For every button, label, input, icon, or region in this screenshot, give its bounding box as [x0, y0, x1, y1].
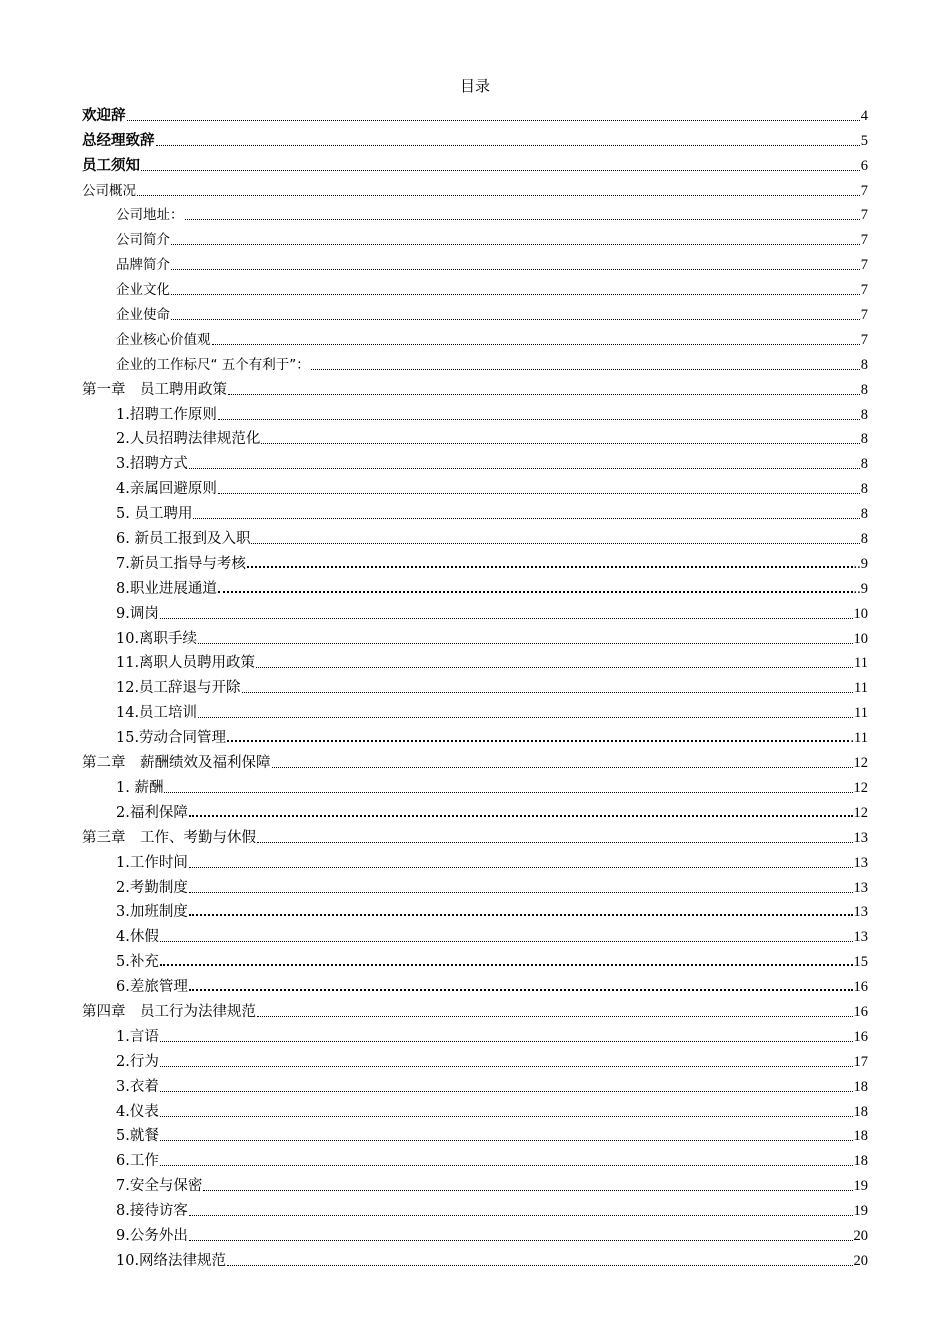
- dot-leader: [227, 1265, 852, 1266]
- toc-entry[interactable]: [82, 299, 868, 324]
- toc-entry-page-number: 7: [860, 207, 868, 224]
- toc-entry-page-number: 18: [853, 1153, 868, 1170]
- toc-entry-label: 4.休假: [116, 929, 159, 946]
- dot-leader: [160, 1091, 853, 1092]
- toc-entry-label: 品牌简介: [116, 257, 170, 274]
- toc-entry[interactable]: [82, 897, 868, 922]
- dot-leader: [141, 170, 860, 171]
- dot-leader: [203, 1190, 852, 1191]
- toc-entry[interactable]: [82, 1046, 868, 1071]
- toc-entry-page-number: 18: [853, 1128, 868, 1145]
- toc-entry-label: 12.员工辞退与开除: [116, 680, 241, 697]
- toc-entry-label: 3.加班制度: [116, 904, 188, 921]
- toc-entry-page-number: 8: [860, 456, 868, 473]
- toc-entry[interactable]: [82, 921, 868, 946]
- toc-entry-label: 欢迎辞: [82, 107, 126, 124]
- toc-entry[interactable]: [82, 623, 868, 648]
- dot-leader: [171, 269, 860, 270]
- toc-entry[interactable]: [82, 697, 868, 722]
- toc-entry[interactable]: [82, 772, 868, 797]
- toc-entry-page-number: 13: [853, 879, 868, 896]
- toc-entry-label: 5. 员工聘用: [116, 506, 193, 523]
- toc-entry-page-number: 8: [860, 481, 868, 498]
- toc-entry-page-number: 16: [853, 1003, 868, 1020]
- toc-entry-page-number: 11: [854, 655, 868, 672]
- dot-leader: [189, 815, 853, 817]
- dot-leader: [137, 195, 860, 196]
- toc-entry-page-number: 16: [853, 1028, 868, 1045]
- toc-entry-page-number: 12: [853, 755, 868, 772]
- toc-entry-page-number: 12: [853, 804, 868, 821]
- dot-leader: [311, 369, 860, 370]
- toc-entry-page-number: 13: [853, 854, 868, 871]
- toc-entry-page-number: 10: [853, 605, 868, 622]
- dot-leader: [251, 543, 859, 544]
- toc-entry-label: 7.新员工指导与考核: [116, 555, 246, 572]
- dot-leader: [160, 618, 853, 619]
- toc-title: 目录: [459, 77, 490, 95]
- toc-entry[interactable]: [82, 200, 868, 225]
- toc-entry[interactable]: [82, 523, 868, 548]
- toc-entry[interactable]: [82, 996, 868, 1021]
- dot-leader: [228, 394, 860, 395]
- dot-leader: [212, 344, 860, 345]
- toc-entry[interactable]: [82, 1145, 868, 1170]
- toc-entry[interactable]: [82, 971, 868, 996]
- toc-entry[interactable]: [82, 100, 868, 125]
- toc-entry-page-number: 18: [853, 1103, 868, 1120]
- toc-entry-label: 1.工作时间: [116, 854, 188, 871]
- toc-entry[interactable]: [82, 548, 868, 573]
- dot-leader: [257, 842, 853, 843]
- toc-entry[interactable]: [82, 399, 868, 424]
- toc-entry-page-number: 20: [853, 1227, 868, 1244]
- toc-entry-label: 8.接待访客: [116, 1203, 188, 1220]
- toc-entry-label: 14.员工培训: [116, 705, 198, 722]
- dot-leader: [185, 219, 860, 220]
- dot-leader: [171, 294, 860, 295]
- toc-entry[interactable]: [82, 125, 868, 150]
- toc-entry[interactable]: [82, 598, 868, 623]
- dot-leader: [156, 145, 860, 146]
- toc-entry-label: 4.亲属回避原则: [116, 481, 217, 498]
- dot-leader: [198, 643, 852, 644]
- toc-entry-page-number: 7: [860, 182, 868, 199]
- toc-entry[interactable]: [82, 573, 868, 598]
- toc-entry[interactable]: [82, 224, 868, 249]
- toc-entry-page-number: 8: [860, 356, 868, 373]
- toc-entry-page-number: ..9: [853, 555, 868, 572]
- toc-entry-label: 7.安全与保密: [116, 1178, 203, 1195]
- dot-leader: [160, 941, 853, 942]
- toc-entry-page-number: 19: [853, 1178, 868, 1195]
- toc-entry-label: 2.人员招聘法律规范化: [116, 431, 261, 448]
- toc-entry-label: 9.调岗: [116, 605, 159, 622]
- toc-entry[interactable]: [82, 424, 868, 449]
- toc-entry-label: 员工须知: [82, 157, 140, 174]
- toc-entry-page-number: 11: [854, 680, 868, 697]
- dot-leader: [127, 120, 860, 121]
- dot-leader: [160, 1165, 853, 1166]
- dot-leader: [189, 989, 853, 991]
- dot-leader: [171, 319, 860, 320]
- toc-entry-page-number: 8: [860, 506, 868, 523]
- toc-entry[interactable]: [82, 498, 868, 523]
- toc-entry-label: 企业核心价值观: [116, 331, 211, 348]
- dot-leader: [218, 419, 860, 420]
- dot-leader: [189, 1215, 853, 1216]
- toc-entry[interactable]: [82, 150, 868, 175]
- dot-leader: [247, 566, 853, 568]
- dot-leader: [272, 767, 853, 768]
- toc-entry-label: 第四章 员工行为法律规范: [82, 1003, 256, 1020]
- toc-entry-label: 总经理致辞: [82, 132, 155, 149]
- toc-entry-label: 公司地址：: [116, 207, 184, 224]
- dot-leader: [160, 964, 853, 966]
- toc-entry-page-number: 8: [860, 431, 868, 448]
- toc-entry-label: 2.福利保障: [116, 804, 188, 821]
- toc-entry-page-number: 7: [860, 232, 868, 249]
- toc-entry[interactable]: [82, 648, 868, 673]
- toc-entry-label: 企业文化: [116, 282, 170, 299]
- toc-entry-page-number: 8: [860, 531, 868, 548]
- toc-entry-page-number: 8: [860, 381, 868, 398]
- dot-leader: [171, 244, 860, 245]
- toc-entry-label: 8.职业进展通道: [116, 580, 217, 597]
- toc-entry[interactable]: [82, 324, 868, 349]
- toc-entry-label: 15.劳动合同管理: [116, 730, 227, 747]
- dot-leader: [218, 591, 853, 593]
- toc-entry-page-number: 4: [860, 107, 868, 124]
- dot-leader: [257, 1016, 853, 1017]
- toc-entry-label: 1.言语: [116, 1028, 159, 1045]
- dot-leader: [227, 740, 849, 742]
- toc-entry-label: 10.网络法律规范: [116, 1252, 227, 1269]
- toc-entry-label: 企业的工作标尺“ 五个有利于”：: [116, 356, 310, 373]
- toc-entry-label: 10.离职手续: [116, 630, 198, 647]
- toc-entry-page-number: 5: [860, 132, 868, 149]
- toc-entry-page-number: 7: [860, 257, 868, 274]
- toc-entry[interactable]: [82, 1096, 868, 1121]
- toc-entry[interactable]: [82, 672, 868, 697]
- toc-entry-label: 6.工作: [116, 1153, 159, 1170]
- toc-entry[interactable]: [82, 747, 868, 772]
- toc-entry[interactable]: [82, 1220, 868, 1245]
- dot-leader: [193, 518, 859, 519]
- toc-entry[interactable]: [82, 1195, 868, 1220]
- toc-entry-page-number: 18: [853, 1078, 868, 1095]
- toc-entry-page-number: 20: [853, 1252, 868, 1269]
- toc-entry-label: 2.考勤制度: [116, 879, 188, 896]
- toc-entry-page-number: 10: [853, 630, 868, 647]
- dot-leader: [189, 468, 860, 469]
- toc-entry-label: 6.差旅管理: [116, 979, 188, 996]
- toc-entry[interactable]: [82, 349, 868, 374]
- toc-entry-label: 3.招聘方式: [116, 456, 188, 473]
- toc-entry-page-number: 13: [853, 929, 868, 946]
- toc-entry-page-number: 13: [853, 904, 868, 921]
- dot-leader: [160, 1066, 853, 1067]
- toc-entry[interactable]: [82, 797, 868, 822]
- toc-entry[interactable]: [82, 1021, 868, 1046]
- toc-entry-label: 1.招聘工作原则: [116, 406, 217, 423]
- toc-entry[interactable]: [82, 822, 868, 847]
- toc-entry-label: 第一章 员工聘用政策: [82, 381, 227, 398]
- toc-entry-page-number: 19: [853, 1203, 868, 1220]
- toc-entry-label: 企业使命: [116, 307, 170, 324]
- toc-entry-page-number: 16: [853, 979, 868, 996]
- dot-leader: [189, 867, 853, 868]
- toc-entry-page-number: ..9: [853, 580, 868, 597]
- toc-entry-label: 第三章 工作、考勤与休假: [82, 829, 256, 846]
- toc-entry[interactable]: [82, 872, 868, 897]
- toc-entry-label: 5.就餐: [116, 1128, 159, 1145]
- toc-entry[interactable]: [82, 473, 868, 498]
- toc-entry[interactable]: [82, 1121, 868, 1146]
- toc-entry-page-number: 8: [860, 406, 868, 423]
- toc-entry-page-number: 6: [860, 157, 868, 174]
- toc-entry-page-number: 7: [860, 331, 868, 348]
- dot-leader: [189, 892, 853, 893]
- toc-entry-label: 9.公务外出: [116, 1227, 188, 1244]
- toc-entry-page-number: 17: [853, 1053, 868, 1070]
- toc-entry-label: 5.补充: [116, 954, 159, 971]
- toc-entry[interactable]: [82, 448, 868, 473]
- toc-entry-page-number: 7: [860, 282, 868, 299]
- toc-entry-label: 6. 新员工报到及入职: [116, 531, 251, 548]
- dot-leader: [242, 692, 853, 693]
- toc-entry[interactable]: [82, 1071, 868, 1096]
- toc-entry[interactable]: [82, 175, 868, 200]
- toc-entry-label: 1. 薪酬: [116, 779, 164, 796]
- toc-entry[interactable]: [82, 274, 868, 299]
- dot-leader: [189, 914, 853, 916]
- toc-entry-label: 4.仪表: [116, 1103, 159, 1120]
- toc-entry-label: 公司概况: [82, 182, 136, 199]
- toc-entry-label: 第二章 薪酬绩效及福利保障: [82, 755, 271, 772]
- toc-entry-label: 2.行为: [116, 1053, 159, 1070]
- table-of-contents: [82, 100, 868, 1270]
- dot-leader: [256, 667, 853, 668]
- toc-entry[interactable]: [82, 847, 868, 872]
- toc-entry[interactable]: [82, 722, 868, 747]
- toc-entry-page-number: 13: [853, 829, 868, 846]
- toc-entry[interactable]: [82, 374, 868, 399]
- dot-leader: [160, 1041, 853, 1042]
- dot-leader: [218, 493, 860, 494]
- toc-entry-page-number: 7: [860, 307, 868, 324]
- toc-entry-label: 公司简介: [116, 232, 170, 249]
- dot-leader: [261, 443, 859, 444]
- dot-leader: [189, 1240, 853, 1241]
- toc-entry[interactable]: [82, 1170, 868, 1195]
- toc-entry-label: 3.衣着: [116, 1078, 159, 1095]
- toc-entry-page-number: 11: [854, 705, 868, 722]
- toc-entry-page-number: .11: [850, 730, 868, 747]
- dot-leader: [160, 1116, 853, 1117]
- toc-entry-page-number: 15: [853, 954, 868, 971]
- dot-leader: [160, 1140, 853, 1141]
- toc-entry-label: 11.离职人员聘用政策: [116, 655, 256, 672]
- toc-entry[interactable]: [82, 1245, 868, 1270]
- toc-entry-page-number: 12: [853, 779, 868, 796]
- toc-entry[interactable]: [82, 946, 868, 971]
- dot-leader: [164, 792, 852, 793]
- dot-leader: [198, 717, 853, 718]
- toc-entry[interactable]: [82, 249, 868, 274]
